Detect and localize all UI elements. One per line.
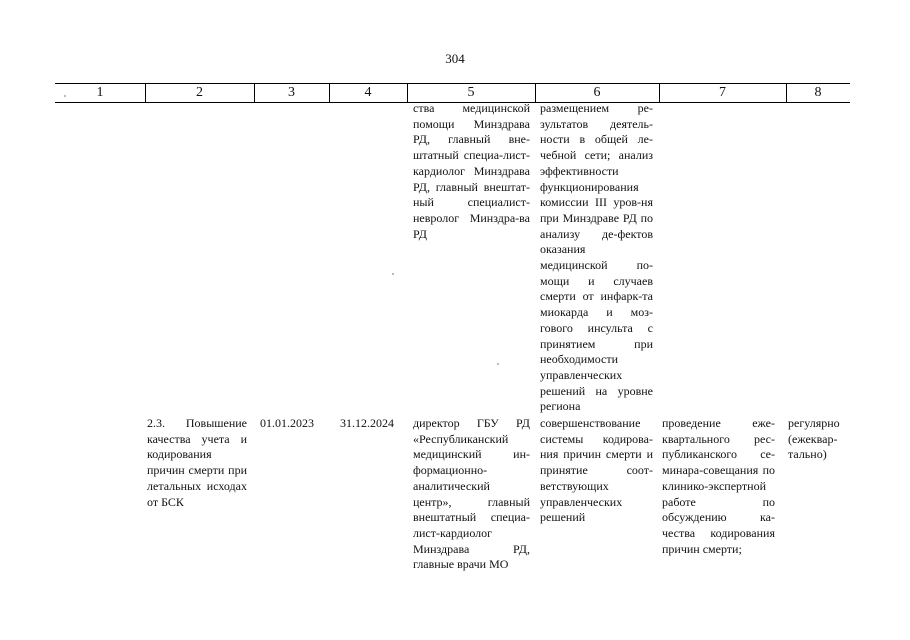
row2-result-cell: совершенствование системы кодирова-ния причин смерти и принятие соот-ветствующих управленческих решений: [540, 416, 653, 525]
column-header-2: 2: [196, 85, 203, 100]
row2-measure-cell: 2.3. Повышение качества учета и кодирования причин смерти при летальных исходах от БСК: [147, 416, 247, 509]
column-header-8: 8: [814, 85, 822, 100]
page-number: 304: [445, 51, 465, 66]
row2-indicator-cell: проведение еже-квартального рес-публиканского се-минара-совещания по клинико-экспертной работе по обсуждению ка-чества кодирования причин смерти;: [662, 416, 775, 556]
row2-start-date-cell: 01.01.2023: [260, 416, 314, 430]
row2-executor-cell: директор ГБУ РД «Республиканский медицинский ин-формационно-аналитический центр», главный внештатный специа-лист-кардиолог Минздрава РД, главные врачи МО: [413, 416, 530, 572]
column-header-4: 4: [364, 85, 372, 100]
column-header-5: 5: [467, 85, 475, 100]
column-header-3: 3: [288, 85, 295, 100]
scan-speck: [64, 95, 66, 97]
scan-speck: [392, 273, 394, 275]
column-header-7: 7: [719, 85, 726, 100]
column-header-1: 1: [96, 85, 104, 100]
row1-result-cell: размещением ре-зультатов деятель-ности в общей ле-чебной сети; анализ эффективности функционирования комиссии III уров-ня при Минздраве РД по анализу де-фектов оказания медицинской по-мощи и случаев смерти от инфарк-та миокарда и моз-гового инсульта с принятием при необходимости управленческих решений на уровне региона: [540, 101, 653, 414]
row1-executor-cell: ства медицинской помощи Минздрава РД, главный вне-штатный специа-лист-кардиолог Минздрава РД, главный внештат-ный специалист-невролог Минздра-ва РД: [413, 101, 530, 241]
row2-end-date-cell: 31.12.2024: [340, 416, 394, 430]
table-header-row: [55, 83, 850, 103]
scan-speck: [497, 363, 499, 365]
row2-frequency-cell: регулярно (ежеквар-тально): [788, 416, 840, 462]
column-header-6: 6: [593, 85, 601, 100]
